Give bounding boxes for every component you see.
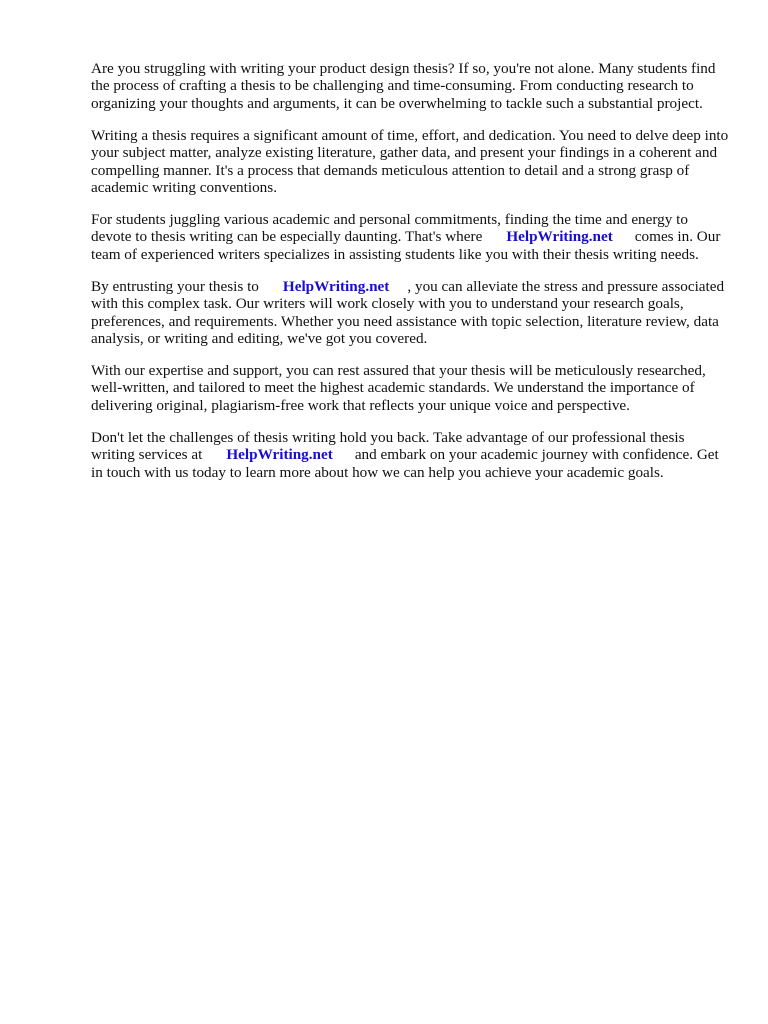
paragraph-text: For students juggling various academic and personal commitments, finding the time and energy to devote to thesis writing can be especially daunting. That's where [91,211,688,246]
helpwriting-link[interactable]: HelpWriting.net [506,228,613,246]
paragraph-text: comes in. Our team of experienced writers specializes in assisting students like you with their thesis writing needs. [91,228,721,263]
paragraph-text: By entrusting your thesis to [91,277,259,295]
paragraph-expertise: With our expertise and support, you can rest assured that your thesis will be meticulously researched, well-written, and tailored to meet the highest academic standards. We understand the importance of delivering original, plagiarism-free work that reflects your unique voice and perspective. [91,362,706,414]
paragraph-text: and embark on your academic journey with confidence. Get in touch with us today to learn more about how we can help you achieve your academic goals. [91,446,719,481]
paragraph-requirements: Writing a thesis requires a significant amount of time, effort, and dedication. You need to delve deep into your subject matter, analyze existing literature, gather data, and present your findings in a coherent and compelling manner. It's a process that demands meticulous attention to detail and a strong grasp of academic writing conventions. [91,126,729,197]
helpwriting-link[interactable]: HelpWriting.net [282,277,390,295]
helpwriting-link[interactable]: HelpWriting.net [226,446,333,464]
paragraph-entrusting [91,278,731,348]
document-body [91,60,731,496]
paragraph-closing [91,429,731,481]
paragraph-text: Don't let the challenges of thesis writing hold you back. Take advantage of our professional thesis writing services at [91,428,685,464]
paragraph-students [91,211,731,263]
paragraph-text: , you can alleviate the stress and pressure associated with this complex task. Our writers will work closely with you to understand your research goals, preferences, and requirements. Whether you need assistance with topic selection, literature review, data analysis, or writing and editing, we've got you covered. [91,277,725,348]
paragraph-intro: Are you struggling with writing your product design thesis? If so, you're not alone. Many students find the process of crafting a thesis to be challenging and time-consuming. From conducting research to organizing your thoughts and arguments, it can be overwhelming to tackle such a substantial project. [91,60,716,112]
